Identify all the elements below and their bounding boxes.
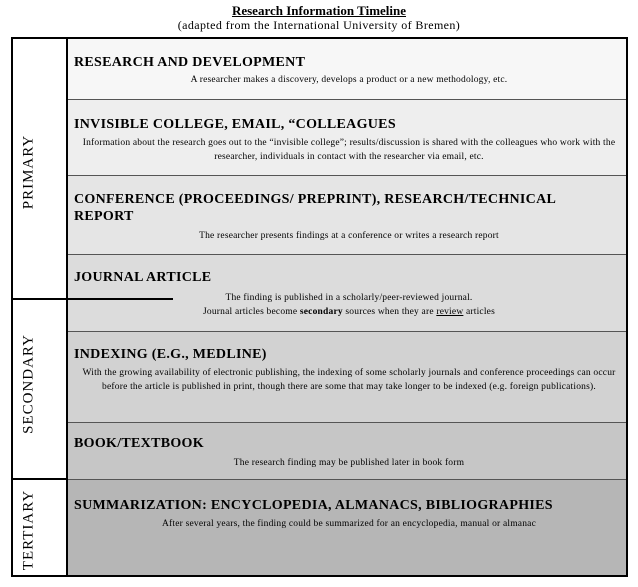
row-description: With the growing availability of electronic publishing, the indexing of some scholarly journals and conference proceedings can occur before the article is published in print, though there are some that may take longer to be indexed (e.g. foreign publications). bbox=[82, 368, 616, 392]
row-description-line1: The finding is published in a scholarly/peer-reviewed journal. bbox=[225, 293, 473, 303]
row-heading: CONFERENCE (PROCEEDINGS/ PREPRINT), RESEARCH/TECHNICAL REPORT bbox=[74, 192, 556, 224]
category-divider bbox=[66, 37, 68, 577]
row-heading: BOOK/TEXTBOOK bbox=[74, 436, 204, 451]
timeline-frame bbox=[11, 37, 628, 577]
secondary-tertiary-separator bbox=[11, 478, 68, 480]
row-heading: RESEARCH AND DEVELOPMENT bbox=[74, 55, 306, 70]
row-description-line2c: articles bbox=[463, 307, 495, 317]
row-description: After several years, the finding could be summarized for an encyclopedia, manual or almanac bbox=[161, 519, 537, 529]
row-description: A researcher makes a discovery, develops a product or a new methodology, etc. bbox=[190, 75, 508, 85]
category-tertiary: TERTIARY bbox=[20, 489, 37, 571]
row-heading: INVISIBLE COLLEGE, EMAIL, “COLLEAGUES bbox=[74, 117, 396, 132]
row-description: Information about the research goes out to the “invisible college”; results/discussion is shared with the colleagues who work with the researcher, individuals in contact with the researcher via email, etc. bbox=[82, 138, 616, 162]
row-description: The researcher presents findings at a conference or writes a research report bbox=[199, 231, 499, 241]
row-heading: SUMMARIZATION: ENCYCLOPEDIA, ALMANACS, BIBLIOGRAPHIES bbox=[74, 498, 553, 513]
row-description-line2b: sources when they are bbox=[342, 307, 437, 317]
diagram-title: Research Information Timeline bbox=[231, 3, 407, 18]
review-link[interactable]: review bbox=[436, 307, 464, 317]
row-description-line2a: Journal articles become bbox=[203, 307, 300, 317]
secondary-emphasis: secondary bbox=[299, 307, 343, 317]
row-heading: INDEXING (E.G., MEDLINE) bbox=[74, 347, 267, 362]
category-primary: PRIMARY bbox=[20, 134, 37, 210]
row-description: The research finding may be published later in book form bbox=[233, 458, 465, 468]
diagram-subtitle: (adapted from the International University of Bremen) bbox=[177, 18, 461, 32]
category-secondary: SECONDARY bbox=[20, 334, 37, 434]
row-heading: JOURNAL ARTICLE bbox=[74, 270, 212, 285]
primary-secondary-separator bbox=[11, 298, 173, 300]
